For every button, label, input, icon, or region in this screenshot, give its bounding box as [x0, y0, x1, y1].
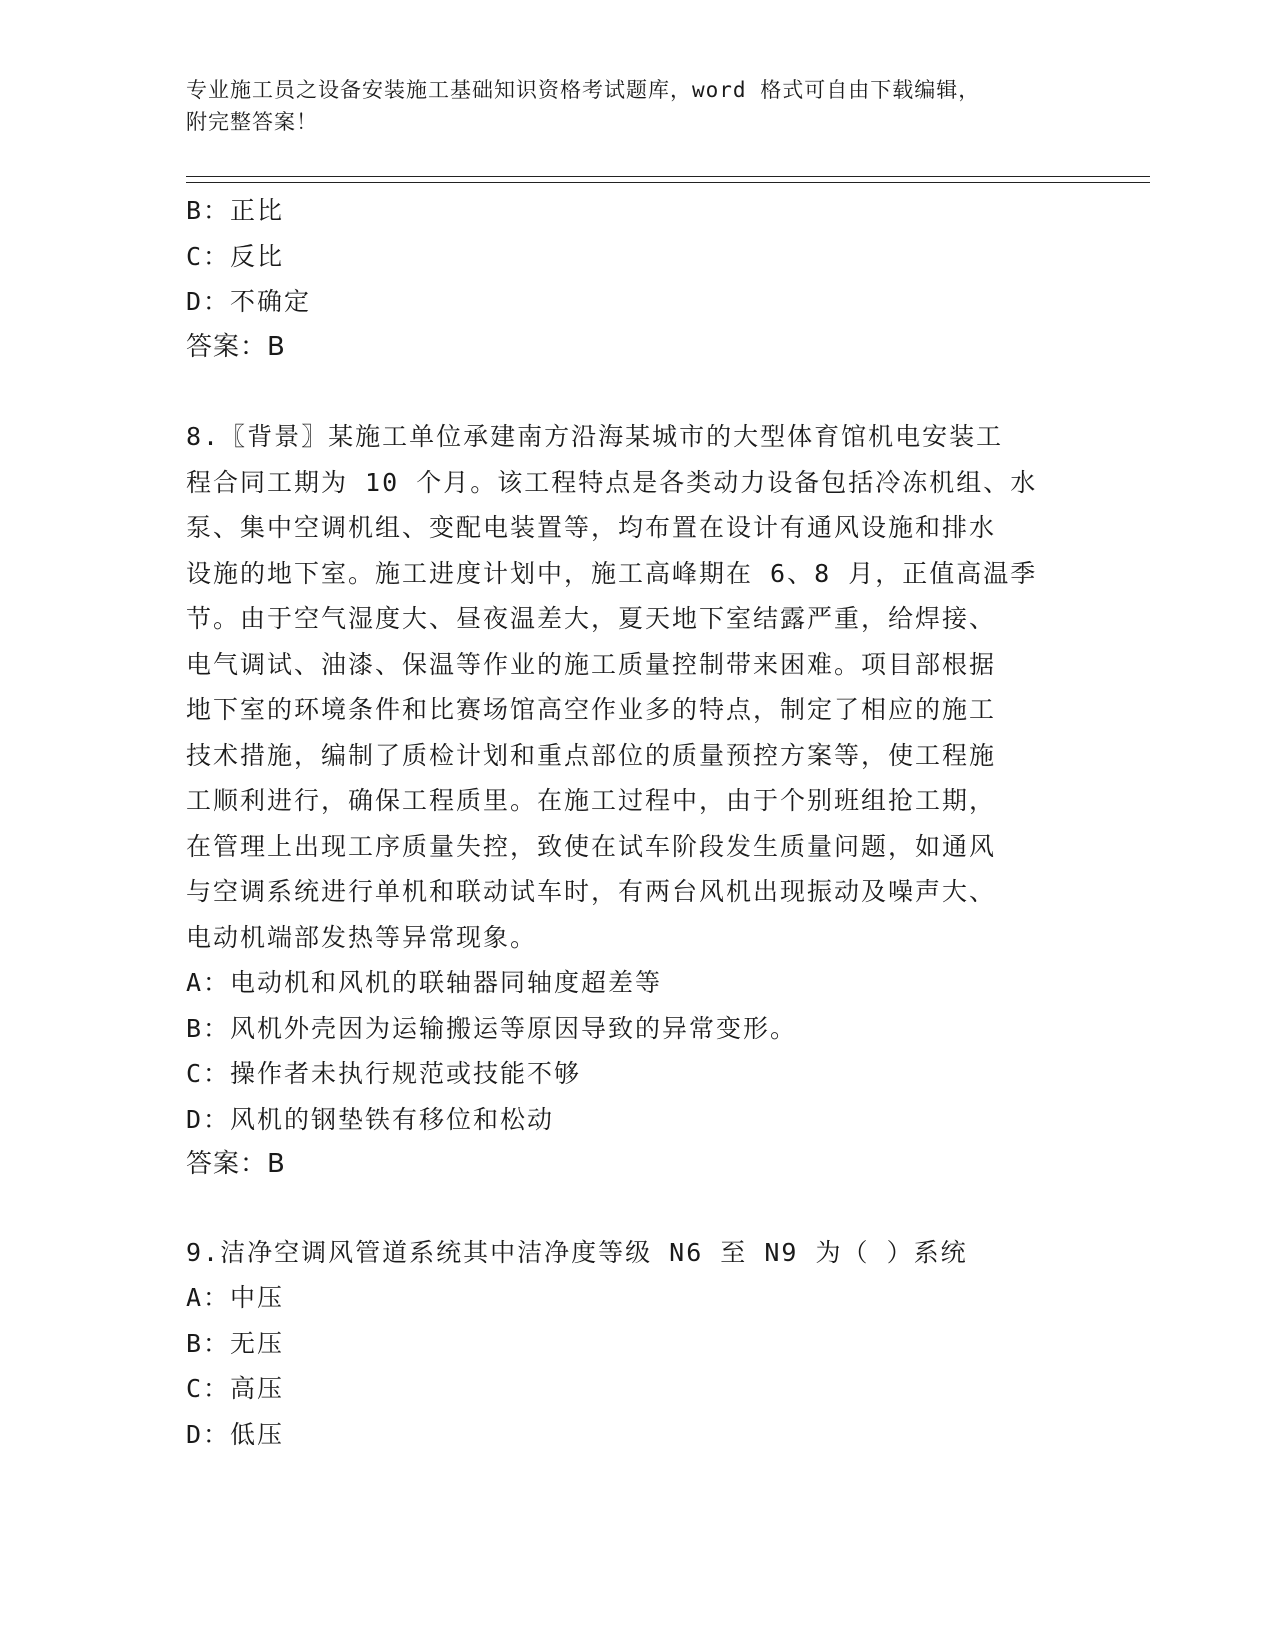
question-text-line: 与空调系统进行单机和联动试车时，有两台风机出现振动及噪声大、 — [186, 877, 997, 906]
question-text-line: 节。由于空气湿度大、昼夜温差大，夏天地下室结露严重，给焊接、 — [186, 604, 997, 633]
answer: 答案：B — [186, 1149, 286, 1179]
question-7-tail — [186, 188, 1086, 370]
option-c: C：操作者未执行规范或技能不够 — [186, 1059, 582, 1088]
question-text-line: 工顺利进行，确保工程质里。在施工过程中，由于个别班组抢工期， — [186, 786, 997, 815]
option-a: A：电动机和风机的联轴器同轴度超差等 — [186, 968, 663, 997]
question-text-line: 8.〖背景〗某施工单位承建南方沿海某城市的大型体育馆机电安装工 — [186, 422, 1004, 451]
question-text-line: 电动机端部发热等异常现象。 — [186, 922, 538, 952]
option-d: D：不确定 — [186, 287, 312, 316]
question-text-line: 设施的地下室。施工进度计划中，施工高峰期在 6、8 月，正值高温季 — [186, 558, 1038, 588]
option-b: B：正比 — [186, 196, 285, 225]
header-divider-bottom — [186, 182, 1150, 183]
option-b: B：无压 — [186, 1328, 285, 1358]
question-text-line: 在管理上出现工序质量失控，致使在试车阶段发生质量问题，如通风 — [186, 831, 997, 861]
question-text-line: 地下室的环境条件和比赛场馆高空作业多的特点，制定了相应的施工 — [186, 695, 997, 724]
question-9 — [186, 1230, 1086, 1458]
question-text-line: 技术措施，编制了质检计划和重点部位的质量预控方案等，使工程施 — [186, 740, 997, 770]
option-c: C：反比 — [186, 241, 285, 271]
header-line: 附完整答案！ — [186, 110, 318, 134]
question-text-line: 9.洁净空调风管道系统其中洁净度等级 N6 至 N9 为（ ）系统 — [186, 1237, 968, 1267]
question-8 — [186, 414, 1086, 1188]
spacer — [186, 1188, 1086, 1230]
option-d: D：风机的钢垫铁有移位和松动 — [186, 1104, 555, 1134]
question-text-line: 电气调试、油漆、保温等作业的施工质量控制带来困难。项目部根据 — [186, 649, 997, 679]
option-a: A：中压 — [186, 1283, 285, 1312]
spacer — [186, 370, 1086, 414]
header-line: 专业施工员之设备安装施工基础知识资格考试题库，word 格式可自由下载编辑， — [186, 78, 981, 102]
document-header — [186, 74, 1066, 138]
header-divider-top — [186, 176, 1150, 177]
answer: 答案：B — [186, 331, 286, 362]
question-text-line: 泵、集中空调机组、变配电装置等，均布置在设计有通风设施和排水 — [186, 513, 997, 542]
question-content — [186, 188, 1086, 1457]
option-b: B：风机外壳因为运输搬运等原因导致的异常变形。 — [186, 1013, 798, 1043]
option-d: D：低压 — [186, 1419, 285, 1449]
option-c: C：高压 — [186, 1374, 285, 1403]
question-text-line: 程合同工期为 10 个月。该工程特点是各类动力设备包括冷冻机组、水 — [186, 467, 1038, 497]
